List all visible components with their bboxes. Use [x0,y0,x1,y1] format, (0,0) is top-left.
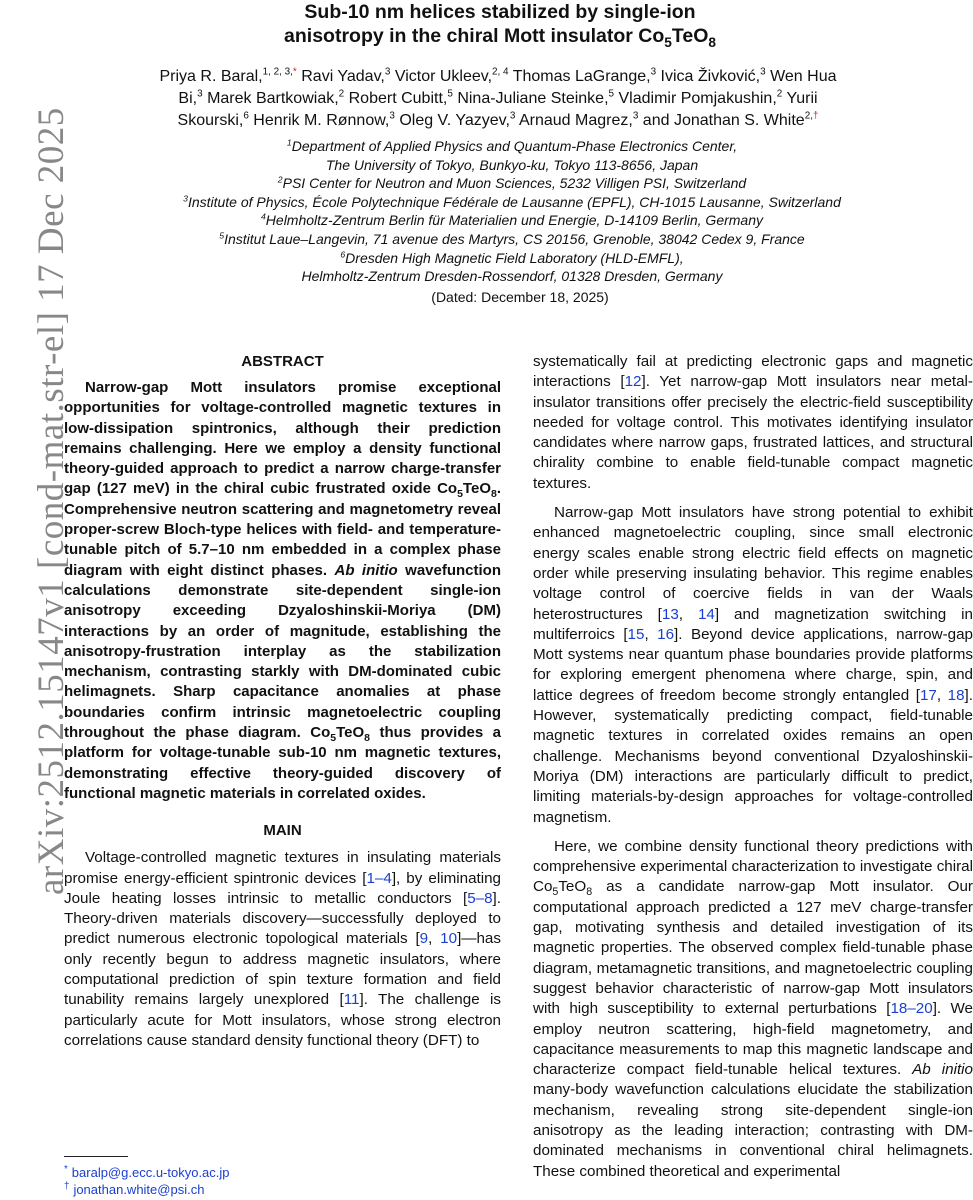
footnote-divider [64,1156,128,1157]
email-link[interactable]: jonathan.white@psi.ch [73,1182,205,1197]
title-line-2: anisotropy in the chiral Mott insulator $Co_5TeO_8$ [284,25,716,50]
citation-link[interactable]: 1–4 [366,869,392,887]
citation-link[interactable]: 14 [697,605,715,623]
footnote: † jonathan.white@psi.ch [64,1180,205,1197]
affiliation-continued: The University of Tokyo, Bunkyo-ku, Tokyo 113-8656, Japan [325,156,699,173]
body-paragraph: systematically fail at predicting electronic gaps and magnetic interactions [12]. Yet narrow-gap Mott insulators near metal-insulator transitions offer precisely the electric-field susceptibility needed for voltage control. This motivates identifying insulator candidates where narrow gaps, frustrated lattices, and structural chirality combine to enable field-tunable compact magnetic textures. [533,353,973,492]
author: Nina-Juliane Steinke,$^5$ [457,88,615,107]
corresponding-author-mark: * [292,66,297,78]
citation-link[interactable]: 10 [440,930,458,948]
author: Yurii Skourski,$^6$ [177,90,818,129]
affiliation: $^2$PSI Center for Neutron and Muon Sciences, 5232 Villigen PSI, Switzerland [277,174,747,192]
author: Thomas LaGrange,$^3$ [512,66,657,85]
right-column [533,352,973,1182]
email-link[interactable]: baralp@g.ecc.u-tokyo.ac.jp [71,1165,230,1180]
affiliation-continued: Helmholtz-Zentrum Dresden-Rossendorf, 01328 Dresden, Germany [301,268,723,285]
citation-link[interactable]: 15 [627,625,645,643]
paper-title [200,0,800,48]
author: Robert Cubitt,$^5$ [348,88,453,107]
main-paragraph: Voltage-controlled magnetic textures in insulating materials promise energy-efficient spintronic devices [1–4], by eliminating Joule heating losses intrinsic to metallic conductors [5–8]. Theory-driven materials discovery—successfully deployed to predict numerous electronic topological materials [9, 10]—has only recently begun to address magnetic insulators, where computational prediction of spin texture formation and field tunability remains largely unexplored [11]. The challenge is particularly acute for Mott insulators, whose strong electron correlations cause standard density functional theory (DFT) to [64,849,502,1049]
citation-link[interactable]: 9 [419,930,429,948]
author: Ravi Yadav,$^3$ [301,66,391,85]
citation-link[interactable]: 16 [657,625,675,643]
author: Vladimir Pomjakushin,$^2$ [618,88,783,107]
citation-link[interactable]: 18–20 [890,1000,933,1018]
affiliation: $^3$Institute of Physics, École Polytechnique Fédérale de Lausanne (EPFL), CH-1015 Lausanne, Switzerland [183,193,841,210]
author: Marek Bartkowiak,$^2$ [207,88,345,107]
author: Victor Ukleev,$^{2, 4}$ [394,66,509,85]
left-column [64,352,501,1051]
author: Arnaud Magrez,$^3$ [518,110,639,129]
body-paragraph: Here, we combine density functional theory predictions with comprehensive experimental characterization to investigate chiral $Co_5TeO_8$ as a candidate narrow-gap Mott insulator. Our computational approach predicted a 127 meV charge-transfer gap, motivating synthesis and detailed investigation of its magnetic properties. The observed complex field-tunable phase diagram, metamagnetic transitions, and magnetoelectric coupling suggest behavior characteristic of narrow-gap Mott insulators with high susceptibility to external perturbations [18–20]. We employ neutron scattering, high-field magnetometry, and capacitance measurements to map this magnetic landscape and characterize compact field-tunable helical textures. Ab initio many-body wavefunction calculations elucidate the stabilization mechanism, revealing strong site-dependent single-ion anisotropy as the leading interaction; contrasting with DM-dominated mechanisms in conventional chiral helimagnets. These combined theoretical and experimental [533,837,973,1180]
footnote: * baralp@g.ecc.u-tokyo.ac.jp [64,1163,230,1180]
author: Oleg V. Yazyev,$^3$ [399,110,516,129]
corresponding-author-mark: † [812,110,819,122]
author: and Jonathan S. White$^{2,\dagger}$ [642,110,819,129]
affiliation: $^4$Helmholtz-Zentrum Berlin für Materialien und Energie, D-14109 Berlin, Germany [260,211,764,229]
citation-link[interactable]: 17 [919,686,937,704]
author-list [148,66,848,132]
author: Henrik M. Rønnow,$^3$ [253,110,395,129]
abstract-heading: ABSTRACT [241,353,324,370]
citation-link[interactable]: 11 [343,991,360,1009]
title-line-1: Sub-10 nm helices stabilized by single-ion [304,1,696,23]
citation-link[interactable]: 12 [624,373,642,391]
author: Ivica Živković,$^3$ [660,66,766,85]
citation-link[interactable]: 13 [661,605,679,623]
citation-link[interactable]: 18 [947,686,965,704]
date-line: (Dated: December 18, 2025) [431,289,609,305]
citation-link[interactable]: 5–8 [467,889,493,907]
affiliation: $^6$Dresden High Magnetic Field Laboratory (HLD-EMFL), [340,248,684,266]
author: Wen Hua Bi,$^3$ [178,68,837,107]
affiliation: $^5$Institut Laue–Langevin, 71 avenue des Martyrs, CS 20156, Grenoble, 38042 Cedex 9, France [219,230,805,247]
abstract-text: Narrow-gap Mott insulators promise exceptional opportunities for voltage-controlled magnetic textures in low-dissipation spintronics, although their prediction remains challenging. Here we employ a density functional theory-guided approach to predict a narrow charge-transfer gap (127 meV) in the chiral cubic frustrated oxide $Co_5TeO_8$. Comprehensive neutron scattering and magnetometry reveal proper-screw Bloch-type helices with field- and temperature-tunable pitch of 5.7–10 nm embedded in a complex phase diagram with eight distinct phases. Ab initio wavefunction calculations demonstrate site-dependent single-ion anisotropy exceeding Dzyaloshinskii-Moriya (DM) interactions by an order of magnitude, establishing the anisotropy-frustration interplay as the stabilization mechanism, contrasting starkly with DM-dominated cubic helimagnets. Sharp capacitance anomalies at phase boundaries confirm intrinsic magnetoelectric coupling throughout the phase diagram. $Co_5TeO_8$ thus provides a platform for voltage-tunable sub-10 nm magnetic textures, demonstrating effective theory-guided discovery of functional magnetic materials in correlated oxides. [64,379,501,802]
main-heading: MAIN [263,822,302,840]
author: Priya R. Baral,$^{1, 2, 3,*}$ [159,66,297,85]
affiliation-list [140,137,884,286]
affiliation: $^1$Department of Applied Physics and Quantum-Phase Electronics Center, [286,137,738,154]
arxiv-identifier-stamp[interactable]: arXiv:2512.15147v1 [cond-mat.str-el] 17 Dec 2025 [31,107,72,895]
body-paragraph: Narrow-gap Mott insulators have strong potential to exhibit enhanced magnetoelectric coupling, since small electronic energy scales enable strong electric field effects on magnetic order while preserving insulating behavior. This regime enables voltage control of coercive fields in van der Waals heterostructures [13, 14] and magnetization switching in multiferroics [15, 16]. Beyond device applications, narrow-gap Mott systems near quantum phase boundaries provide platforms for exploring emergent phenomena where charge, spin, and lattice degrees of freedom become strongly entangled [17, 18]. However, systematically predicting compact, field-tunable magnetic textures in correlated oxides remains an open challenge. Mechanisms beyond conventional Dzyaloshinskii-Moriya (DM) interactions are particularly difficult to predict, limiting materials-by-design approaches for voltage-controlled magnetism. [533,504,973,826]
footnotes [64,1164,230,1198]
